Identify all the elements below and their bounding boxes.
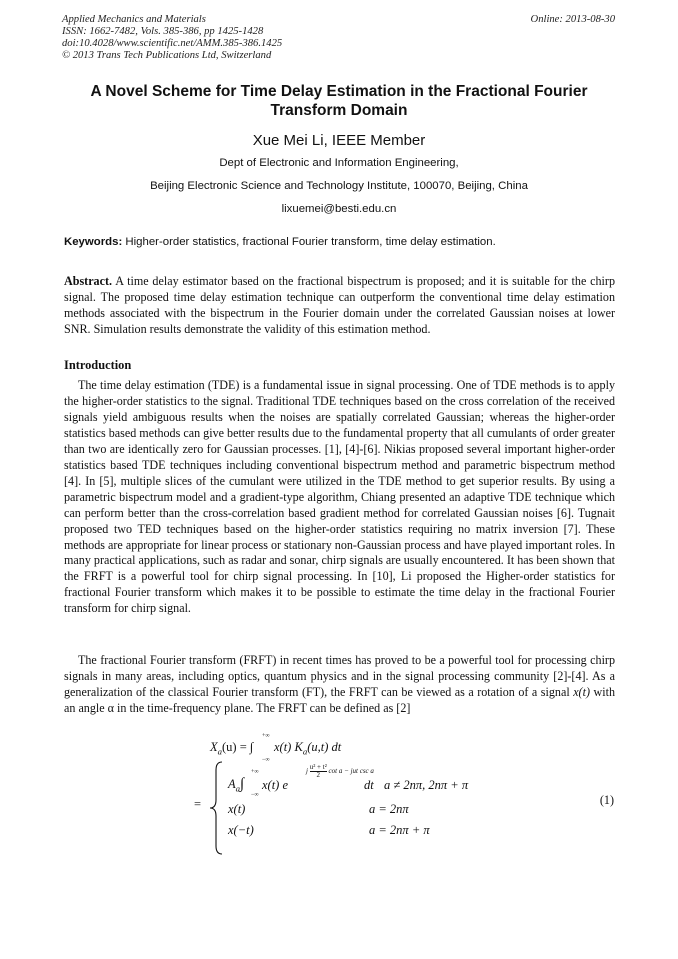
abstract-label: Abstract. (64, 274, 113, 288)
eq-x: X (210, 740, 218, 754)
eq-cond3: a = 2nπ + π (369, 823, 430, 837)
eq-int-lower: −∞ (262, 757, 270, 763)
left-brace-icon (208, 760, 226, 856)
eq-kernel-tail: (u,t) dt (307, 740, 342, 754)
eq-case1-dt (364, 778, 374, 793)
eq-exp-j: j (306, 767, 308, 776)
eq-case1-upper: +∞ (251, 769, 259, 775)
doi-line: doi:10.4028/www.scientific.net/AMM.385-386.1425 (62, 38, 283, 49)
eq-x-sub: a (217, 746, 223, 757)
eq-case1-xt: x(t) e (262, 778, 289, 792)
eq-cond2: a = 2nπ (369, 802, 409, 816)
abstract (64, 273, 615, 337)
keywords (64, 236, 616, 248)
intro-paragraph-2 (64, 653, 615, 717)
eq-case1-body (262, 778, 288, 793)
eq-case1-lower: −∞ (251, 792, 259, 798)
eq-case1-exp (306, 764, 374, 779)
eq-case3-cond (369, 823, 430, 838)
online-date: Online: 2013-08-30 (530, 14, 615, 25)
journal-header (62, 14, 282, 62)
eq-equals: = (194, 797, 202, 811)
author-email[interactable]: lixuemei@besti.edu.cn (281, 203, 397, 215)
eq-cond1: a ≠ 2nπ, 2nπ + π (384, 778, 469, 792)
journal-name: Applied Mechanics and Materials (62, 14, 206, 25)
intro-paragraph-1: The time delay estimation (TDE) is a fundamental issue in signal processing. One of TDE methods is to apply the higher-order statistics to the signal. Traditional TDE techniques based on the cross correlation of the received signals yield ambiguous results when the noises are spatially correlated Gaussian; whereas the higher-order statistics based methods can give better results due to the fundamental property that all cumulants of order greater than two are identically zero for Gaussian processes. [1], [4]-[6]. Nikias proposed several important higher-order statistics based TDE techniques including conventional bispectrum method and parametric bispectrum method [4]. In [5], multiple slices of the cumulant were utilized in the TDE method to get superior results. By using a parametric bispectrum model and a gradient-type algorithm, Chiang presented an adaptive TDE technique which can perform better than the cross-correlation based gradient method for correlated Gaussian noises [6]. Tugnait proposed two TED techniques based on the higher-order statistics requiring no matrix inversion [7]. These methods are appropriate for linear process or stationary non-Gaussian process and have played important roles. In many practical applications, such as radar and sonar, chirp signals are usually encountered. It has been shown that the FRFT is a powerful tool for chirp signal processing. In [10], Li proposed the Higher-order statistics for fractional Fourier transform which makes it to be possible to estimate the time delay in the fractional Fourier transform for chirp signal. (64, 378, 615, 616)
eq-int-upper: +∞ (262, 733, 270, 739)
eq-case-1 (228, 776, 244, 794)
para2-part-b: with an angle α in the time-frequency plane. The FRFT can be defined as [2] (64, 684, 615, 715)
issn-line: ISSN: 1662-7482, Vols. 385-386, pp 1425-1428 (62, 26, 264, 37)
eq-kernel-sub: a (302, 746, 308, 757)
eq-case1-cond (384, 778, 468, 793)
eq-a: A (228, 777, 236, 791)
eq-dt: dt (364, 778, 374, 792)
copyright-line: © 2013 Trans Tech Publications Ltd, Switzerland (62, 50, 272, 61)
paper-title: A Novel Scheme for Time Delay Estimation in the Fractional Fourier Transform Domain (90, 83, 588, 119)
abstract-text: A time delay estimator based on the fractional bispectrum is proposed; and it is suitable for the chirp signal. The proposed time delay estimation technique can outperform the conventional time delay estimation methods associated with the bispectrum in the Fourier domain under the correlated Gaussian noises at lower SNR. Simulation results demonstrate the validity of this estimation method. (64, 274, 615, 336)
eq-case2-cond (369, 802, 409, 817)
eq-case2-val: x(t) (228, 802, 246, 816)
affiliation-line-1: Dept of Electronic and Information Engineering, (219, 157, 459, 169)
eq-case-2 (228, 802, 245, 817)
affiliation-line-2: Beijing Electronic Science and Technology Institute, 100070, Beijing, China (150, 180, 528, 192)
eq-kernel-x: x(t) K (274, 740, 303, 754)
keywords-text: Higher-order statistics, fractional Fourier transform, time delay estimation. (125, 236, 496, 248)
eq-a-sub: a (235, 783, 241, 794)
eq-case3-val: x(−t) (228, 823, 254, 837)
equation-number: (1) (599, 793, 614, 807)
eq-exp-tail: cot a − jut csc a (328, 767, 374, 776)
author-name: Xue Mei Li, IEEE Member (252, 132, 426, 149)
eq-exp-den: 2 (316, 771, 320, 779)
eq-case-3 (228, 823, 254, 838)
eq-lhs-arg: (u) = ∫ (222, 740, 254, 754)
eq-case1-int: ∫ (240, 776, 245, 792)
para2-part-a: The fractional Fourier transform (FRFT) in recent times has proved to be a powerful tool for processing chirp signals in many areas, including optics, quantum physics and in the signal processing community [2]-[4]. As a generalization of the classical Fourier transform (FT), the FRFT can be viewed as a rotation of a signal (64, 653, 615, 699)
keywords-label: Keywords: (64, 236, 123, 248)
eq-lhs (210, 740, 253, 757)
section-heading: Introduction (64, 358, 132, 372)
para2-xt: x(t) (573, 684, 590, 699)
eq-exp-num: u² + t² (309, 763, 327, 771)
eq-kernel (274, 740, 341, 757)
